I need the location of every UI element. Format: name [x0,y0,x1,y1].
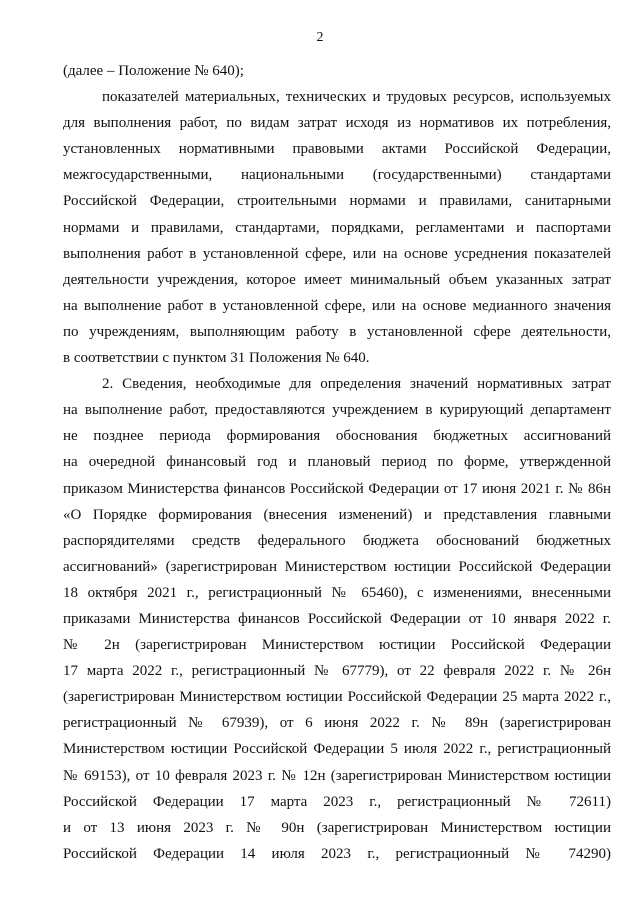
text-line: 17 марта 2022 г., регистрационный № 67779), от 22 февраля 2022 г. № 26н [63,663,611,680]
document-body [63,58,611,867]
text-line: для выполнения работ, по видам затрат исходя из нормативов их потребления, [63,115,611,132]
text-line: распорядителями средств федерального бюджета обоснований бюджетных [63,532,611,549]
text-line: и от 13 июня 2023 г. № 90н (зарегистрирован Министерством юстиции [63,819,611,836]
text-line: приказом Министерства финансов Российской Федерации от 17 июня 2021 г. № 86н [63,480,611,497]
text-line: на очередной финансовый год и плановый период по форме, утвержденной [63,454,611,471]
text-line: установленных нормативными правовыми актами Российской Федерации, [63,141,611,158]
text-line: «О Порядке формирования (внесения изменений) и представления главными [63,506,611,523]
text-line: не позднее периода формирования обоснования бюджетных ассигнований [63,428,611,445]
text-line: выполнения работ в установленной сфере, или на основе усреднения показателей [63,245,611,262]
text-line: межгосударственными, национальными (государственными) стандартами [63,167,611,184]
text-line: на выполнение работ в установленной сфере, или на основе медианного значения [63,297,611,314]
text-line: приказами Министерства финансов Российской Федерации от 10 января 2022 г. [63,610,611,627]
text-line: 2. Сведения, необходимые для определения значений нормативных затрат [102,376,611,393]
text-line: Российской Федерации 14 июля 2023 г., регистрационный № 74290) [63,845,611,862]
text-line: Министерством юстиции Российской Федерации 5 июля 2022 г., регистрационный [63,741,611,758]
text-line: нормами и правилами, стандартами, порядками, регламентами и паспортами [63,219,611,236]
page-number: 2 [316,30,324,45]
text-line: № 2н (зарегистрирован Министерством юстиции Российской Федерации [63,637,611,654]
text-line: по учреждениям, выполняющим работу в установленной сфере деятельности, [63,323,611,340]
text-line: № 69153), от 10 февраля 2023 г. № 12н (зарегистрирован Министерством юстиции [63,767,611,784]
text-line: (далее – Положение № 640); [63,63,244,79]
text-line: в соответствии с пунктом 31 Положения № 640. [63,350,370,367]
text-line: (зарегистрирован Министерством юстиции Российской Федерации 25 марта 2022 г., [63,689,611,706]
text-line: ассигнований» (зарегистрирован Министерством юстиции Российской Федерации [63,558,611,575]
text-line: на выполнение работ, предоставляются учреждением в курирующий департамент [63,402,611,419]
text-line: 18 октября 2021 г., регистрационный № 65460), с изменениями, внесенными [63,584,611,601]
text-line: Российской Федерации, строительными нормами и правилами, санитарными [63,193,611,210]
text-line: показателей материальных, технических и трудовых ресурсов, используемых [102,89,611,106]
text-line: Российской Федерации 17 марта 2023 г., регистрационный № 72611) [63,793,611,810]
text-line: деятельности учреждения, которое имеет минимальный объем указанных затрат [63,271,611,288]
text-line: регистрационный № 67939), от 6 июня 2022 г. № 89н (зарегистрирован [63,715,611,732]
